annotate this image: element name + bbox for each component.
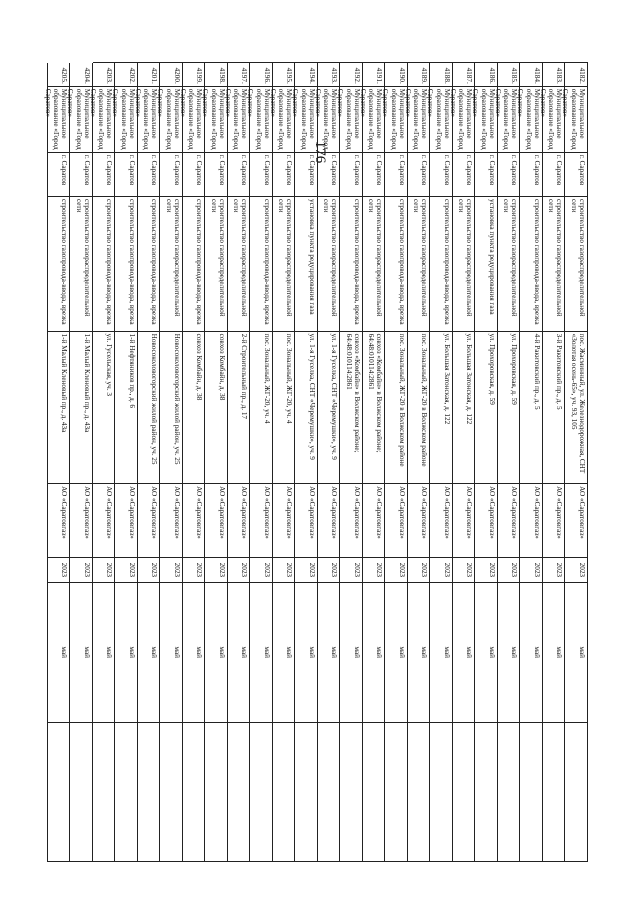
city-cell: г. Саратов bbox=[318, 153, 340, 197]
month-cell: май bbox=[138, 583, 160, 723]
municipality-cell: Муниципальное образование «Город Саратов» bbox=[363, 87, 385, 153]
year-cell: 2023 bbox=[71, 558, 93, 583]
work-type-cell: строительство газопровода-ввода, врезка bbox=[341, 197, 363, 332]
year-cell: 2023 bbox=[138, 558, 160, 583]
address-cell: пос. Зональный, ЖГ-20, уч. 4 bbox=[273, 332, 295, 485]
month-cell: май bbox=[273, 583, 295, 723]
company-cell: АО «Саратовгаз» bbox=[116, 484, 138, 557]
municipality-cell: Муниципальное образование «Город Саратов» bbox=[296, 87, 318, 153]
table-row bbox=[538, 63, 565, 862]
row-number: 4201. bbox=[138, 63, 160, 87]
table-wrapper bbox=[43, 62, 588, 862]
table-row bbox=[246, 63, 273, 862]
address-cell: пос. Зональный, ЖГ-20 в Волжском районе bbox=[408, 332, 430, 485]
month-cell: май bbox=[386, 583, 408, 723]
row-number: 4185. bbox=[498, 63, 520, 87]
month-cell: май bbox=[228, 583, 250, 723]
table-row bbox=[493, 63, 520, 862]
table-row bbox=[201, 63, 228, 862]
row-number: 4198. bbox=[206, 63, 228, 87]
municipality-cell: Муниципальное образование «Город Саратов» bbox=[93, 87, 115, 153]
row-number: 4189. bbox=[408, 63, 430, 87]
address-cell: 1-й Малый Кленовый пр., д. 43а bbox=[71, 332, 93, 485]
company-cell: АО «Саратовгаз» bbox=[521, 484, 543, 557]
table-row bbox=[403, 63, 430, 862]
company-cell: АО «Саратовгаз» bbox=[251, 484, 273, 557]
city-cell: г. Саратов bbox=[93, 153, 115, 197]
empty-cell bbox=[566, 723, 588, 863]
month-cell: май bbox=[498, 583, 520, 723]
year-cell: 2023 bbox=[183, 558, 205, 583]
address-cell: совхоз Комбайн, д. 38 bbox=[183, 332, 205, 485]
month-cell: май bbox=[161, 583, 183, 723]
city-cell: г. Саратов bbox=[431, 153, 453, 197]
table-row bbox=[133, 63, 160, 862]
table-row bbox=[88, 63, 115, 862]
year-cell: 2023 bbox=[93, 558, 115, 583]
address-cell: совхоз «Комбайн» в Волжском районе; 64:48:010114:2861 bbox=[341, 332, 363, 485]
table-row bbox=[313, 63, 340, 862]
table-row bbox=[516, 63, 543, 862]
work-type-cell: установка пункта редуцирования газа bbox=[476, 197, 498, 332]
work-type-cell: строительство газораспределительной сети bbox=[71, 197, 93, 332]
table-row bbox=[358, 63, 385, 862]
company-cell: АО «Саратовгаз» bbox=[48, 484, 70, 557]
work-type-cell: строительство газопровода-ввода, врезка bbox=[93, 197, 115, 332]
municipality-cell: Муниципальное образование «Город Саратов» bbox=[386, 87, 408, 153]
row-number: 4204. bbox=[71, 63, 93, 87]
company-cell: АО «Саратовгаз» bbox=[476, 484, 498, 557]
address-cell: совхоз «Комбайн» в Волжском районе; 64:48:010114:2861 bbox=[363, 332, 385, 485]
empty-cell bbox=[341, 723, 363, 863]
municipality-cell: Муниципальное образование «Город Саратов» bbox=[318, 87, 340, 153]
municipality-cell: Муниципальное образование «Город Саратов» bbox=[453, 87, 475, 153]
work-type-cell: строительство газопровода-ввода, врезка bbox=[48, 197, 70, 332]
company-cell: АО «Саратовгаз» bbox=[341, 484, 363, 557]
municipality-cell: Муниципальное образование «Город Саратов» bbox=[138, 87, 160, 153]
month-cell: май bbox=[363, 583, 385, 723]
city-cell: г. Саратов bbox=[386, 153, 408, 197]
year-cell: 2023 bbox=[296, 558, 318, 583]
empty-cell bbox=[453, 723, 475, 863]
table-row bbox=[111, 63, 138, 862]
work-type-cell: строительство газораспределительной сети bbox=[566, 197, 588, 332]
address-cell: ул. 1-я Гуселка, СНТ «Черемушки», уч. 9 bbox=[318, 332, 340, 485]
year-cell: 2023 bbox=[476, 558, 498, 583]
row-number: 4183. bbox=[543, 63, 565, 87]
row-number: 4184. bbox=[521, 63, 543, 87]
company-cell: АО «Саратовгаз» bbox=[273, 484, 295, 557]
year-cell: 2023 bbox=[116, 558, 138, 583]
work-type-cell: строительство газораспределительной сети bbox=[273, 197, 295, 332]
address-cell: 4-й Ракитовский пр., д. 5 bbox=[521, 332, 543, 485]
city-cell: г. Саратов bbox=[48, 153, 70, 197]
work-type-cell: строительство газопровода-ввода, врезка bbox=[431, 197, 453, 332]
work-type-cell: строительство газопровода-ввода, врезка bbox=[251, 197, 273, 332]
city-cell: г. Саратов bbox=[341, 153, 363, 197]
municipality-cell: Муниципальное образование «Город Саратов» bbox=[498, 87, 520, 153]
address-cell: ул. Прохоровская, д. 59 bbox=[498, 332, 520, 485]
address-cell: ул. Гусельская, уч. 3 bbox=[93, 332, 115, 485]
table-row bbox=[268, 63, 295, 862]
address-cell: ул. 1-я Гуселка, СНТ «Черемушки», уч. 9 bbox=[296, 332, 318, 485]
city-cell: г. Саратов bbox=[206, 153, 228, 197]
row-number: 4202. bbox=[116, 63, 138, 87]
city-cell: г. Саратов bbox=[296, 153, 318, 197]
row-number: 4186. bbox=[476, 63, 498, 87]
empty-cell bbox=[93, 723, 115, 863]
work-type-cell: строительство газораспределительной сети bbox=[363, 197, 385, 332]
table-row bbox=[66, 63, 93, 862]
month-cell: май bbox=[71, 583, 93, 723]
month-cell: май bbox=[318, 583, 340, 723]
work-type-cell: строительство газораспределительной сети bbox=[318, 197, 340, 332]
empty-cell bbox=[521, 723, 543, 863]
year-cell: 2023 bbox=[341, 558, 363, 583]
company-cell: АО «Саратовгаз» bbox=[566, 484, 588, 557]
municipality-cell: Муниципальное образование «Город Саратов» bbox=[183, 87, 205, 153]
month-cell: май bbox=[206, 583, 228, 723]
month-cell: май bbox=[183, 583, 205, 723]
city-cell: г. Саратов bbox=[543, 153, 565, 197]
year-cell: 2023 bbox=[206, 558, 228, 583]
municipality-cell: Муниципальное образование «Город Саратов» bbox=[48, 87, 70, 153]
work-type-cell: строительство газораспределительной сети bbox=[228, 197, 250, 332]
city-cell: г. Саратов bbox=[476, 153, 498, 197]
work-type-cell: строительство газораспределительной сети bbox=[161, 197, 183, 332]
month-cell: май bbox=[48, 583, 70, 723]
month-cell: май bbox=[116, 583, 138, 723]
row-number: 4205. bbox=[48, 63, 70, 87]
address-cell: пос. Зональный, ЖГ-20 в Волжском районе bbox=[386, 332, 408, 485]
municipality-cell: Муниципальное образование «Город Саратов» bbox=[476, 87, 498, 153]
company-cell: АО «Саратовгаз» bbox=[386, 484, 408, 557]
table-row bbox=[336, 63, 363, 862]
empty-cell bbox=[476, 723, 498, 863]
city-cell: г. Саратов bbox=[453, 153, 475, 197]
row-number: 4203. bbox=[93, 63, 115, 87]
year-cell: 2023 bbox=[431, 558, 453, 583]
address-cell: совхоз Комбайн, д. 38 bbox=[206, 332, 228, 485]
city-cell: г. Саратов bbox=[251, 153, 273, 197]
company-cell: АО «Саратовгаз» bbox=[93, 484, 115, 557]
month-cell: май bbox=[341, 583, 363, 723]
year-cell: 2023 bbox=[453, 558, 475, 583]
company-cell: АО «Саратовгаз» bbox=[453, 484, 475, 557]
company-cell: АО «Саратовгаз» bbox=[206, 484, 228, 557]
company-cell: АО «Саратовгаз» bbox=[161, 484, 183, 557]
month-cell: май bbox=[566, 583, 588, 723]
row-number: 4187. bbox=[453, 63, 475, 87]
company-cell: АО «Саратовгаз» bbox=[318, 484, 340, 557]
table-row bbox=[426, 63, 453, 862]
work-type-cell: строительство газораспределительной сети bbox=[206, 197, 228, 332]
year-cell: 2023 bbox=[521, 558, 543, 583]
company-cell: АО «Саратовгаз» bbox=[498, 484, 520, 557]
empty-cell bbox=[431, 723, 453, 863]
company-cell: АО «Саратовгаз» bbox=[183, 484, 205, 557]
city-cell: г. Саратов bbox=[566, 153, 588, 197]
company-cell: АО «Саратовгаз» bbox=[228, 484, 250, 557]
municipality-cell: Муниципальное образование «Город Саратов» bbox=[161, 87, 183, 153]
row-number: 4188. bbox=[431, 63, 453, 87]
empty-cell bbox=[48, 723, 70, 863]
city-cell: г. Саратов bbox=[408, 153, 430, 197]
table-row bbox=[156, 63, 183, 862]
empty-cell bbox=[161, 723, 183, 863]
table-row bbox=[178, 63, 205, 862]
work-type-cell: строительство газопровода-ввода, врезка bbox=[183, 197, 205, 332]
municipality-cell: Муниципальное образование «Город Саратов» bbox=[228, 87, 250, 153]
company-cell: АО «Саратовгаз» bbox=[71, 484, 93, 557]
row-number: 4200. bbox=[161, 63, 183, 87]
row-number: 4199. bbox=[183, 63, 205, 87]
year-cell: 2023 bbox=[161, 558, 183, 583]
empty-cell bbox=[273, 723, 295, 863]
address-cell: пос. Зональный, ЖГ-20, уч. 4 bbox=[251, 332, 273, 485]
address-cell: ул. Большая Затонская, д. 122 bbox=[431, 332, 453, 485]
table-row bbox=[43, 63, 70, 862]
address-cell: 2-й Строительный пр., д. 17 bbox=[228, 332, 250, 485]
municipality-cell: Муниципальное образование «Город Саратов» bbox=[543, 87, 565, 153]
empty-cell bbox=[296, 723, 318, 863]
empty-cell bbox=[71, 723, 93, 863]
company-cell: АО «Саратовгаз» bbox=[543, 484, 565, 557]
row-number: 4197. bbox=[228, 63, 250, 87]
row-number: 4191. bbox=[363, 63, 385, 87]
empty-cell bbox=[543, 723, 565, 863]
municipality-cell: Муниципальное образование «Город Саратов» bbox=[341, 87, 363, 153]
month-cell: май bbox=[521, 583, 543, 723]
empty-cell bbox=[206, 723, 228, 863]
address-cell: 3-й Ракитовский пр., д. 5 bbox=[543, 332, 565, 485]
city-cell: г. Саратов bbox=[363, 153, 385, 197]
year-cell: 2023 bbox=[543, 558, 565, 583]
table-row bbox=[223, 63, 250, 862]
works-table bbox=[43, 62, 588, 862]
work-type-cell: установка пункта редуцирования газа bbox=[296, 197, 318, 332]
company-cell: АО «Саратовгаз» bbox=[408, 484, 430, 557]
empty-cell bbox=[498, 723, 520, 863]
municipality-cell: Муниципальное образование «Город Саратов» bbox=[251, 87, 273, 153]
empty-cell bbox=[251, 723, 273, 863]
municipality-cell: Муниципальное образование «Город Саратов» bbox=[431, 87, 453, 153]
year-cell: 2023 bbox=[363, 558, 385, 583]
city-cell: г. Саратов bbox=[183, 153, 205, 197]
empty-cell bbox=[116, 723, 138, 863]
year-cell: 2023 bbox=[498, 558, 520, 583]
company-cell: АО «Саратовгаз» bbox=[296, 484, 318, 557]
address-cell: Новосоколовогорский жилой район, уч. 25 bbox=[161, 332, 183, 485]
table-row bbox=[381, 63, 408, 862]
empty-cell bbox=[138, 723, 160, 863]
month-cell: май bbox=[431, 583, 453, 723]
company-cell: АО «Саратовгаз» bbox=[138, 484, 160, 557]
municipality-cell: Муниципальное образование «Город Саратов» bbox=[566, 87, 588, 153]
row-number: 4190. bbox=[386, 63, 408, 87]
work-type-cell: строительство газораспределительной сети bbox=[453, 197, 475, 332]
address-cell: Новосоколовогорский жилой район, уч. 25 bbox=[138, 332, 160, 485]
table-row bbox=[561, 63, 588, 862]
year-cell: 2023 bbox=[408, 558, 430, 583]
empty-cell bbox=[386, 723, 408, 863]
empty-cell bbox=[408, 723, 430, 863]
year-cell: 2023 bbox=[48, 558, 70, 583]
address-cell: ул. Прохоровская, д. 59 bbox=[476, 332, 498, 485]
empty-cell bbox=[183, 723, 205, 863]
city-cell: г. Саратов bbox=[228, 153, 250, 197]
table-row bbox=[291, 63, 318, 862]
table-row bbox=[471, 63, 498, 862]
work-type-cell: строительство газопровода-ввода, врезка bbox=[138, 197, 160, 332]
address-cell: пос. Жасминный, ул. Железнодорожная, СНТ «Золотая осень-65», уч. 93, 105 bbox=[566, 332, 588, 485]
municipality-cell: Муниципальное образование «Город Саратов» bbox=[521, 87, 543, 153]
empty-cell bbox=[318, 723, 340, 863]
year-cell: 2023 bbox=[386, 558, 408, 583]
row-number: 4194. bbox=[296, 63, 318, 87]
work-type-cell: строительство газораспределительной сети bbox=[543, 197, 565, 332]
city-cell: г. Саратов bbox=[161, 153, 183, 197]
year-cell: 2023 bbox=[318, 558, 340, 583]
municipality-cell: Муниципальное образование «Город Саратов» bbox=[408, 87, 430, 153]
month-cell: май bbox=[296, 583, 318, 723]
month-cell: май bbox=[93, 583, 115, 723]
month-cell: май bbox=[408, 583, 430, 723]
month-cell: май bbox=[543, 583, 565, 723]
municipality-cell: Муниципальное образование «Город Саратов» bbox=[273, 87, 295, 153]
empty-cell bbox=[363, 723, 385, 863]
work-type-cell: строительство газораспределительной сети bbox=[498, 197, 520, 332]
city-cell: г. Саратов bbox=[273, 153, 295, 197]
company-cell: АО «Саратовгаз» bbox=[363, 484, 385, 557]
row-number: 4192. bbox=[341, 63, 363, 87]
city-cell: г. Саратов bbox=[71, 153, 93, 197]
page-number: 176 bbox=[312, 140, 328, 164]
year-cell: 2023 bbox=[273, 558, 295, 583]
city-cell: г. Саратов bbox=[521, 153, 543, 197]
work-type-cell: строительство газопровода-ввода, врезка bbox=[521, 197, 543, 332]
year-cell: 2023 bbox=[251, 558, 273, 583]
row-number: 4193. bbox=[318, 63, 340, 87]
empty-cell bbox=[228, 723, 250, 863]
municipality-cell: Муниципальное образование «Город Саратов» bbox=[206, 87, 228, 153]
address-cell: 1-й Малый Кленовый пр., д. 43а bbox=[48, 332, 70, 485]
month-cell: май bbox=[453, 583, 475, 723]
year-cell: 2023 bbox=[228, 558, 250, 583]
municipality-cell: Муниципальное образование «Город Саратов» bbox=[71, 87, 93, 153]
work-type-cell: строительство газопровода-ввода, врезка bbox=[116, 197, 138, 332]
city-cell: г. Саратов bbox=[116, 153, 138, 197]
row-number: 4195. bbox=[273, 63, 295, 87]
year-cell: 2023 bbox=[566, 558, 588, 583]
city-cell: г. Саратов bbox=[138, 153, 160, 197]
table-row bbox=[448, 63, 475, 862]
address-cell: ул. Большая Затонская, д. 122 bbox=[453, 332, 475, 485]
work-type-cell: строительство газораспределительной сети bbox=[408, 197, 430, 332]
city-cell: г. Саратов bbox=[498, 153, 520, 197]
month-cell: май bbox=[251, 583, 273, 723]
row-number: 4196. bbox=[251, 63, 273, 87]
work-type-cell: строительство газопровода-ввода, врезка bbox=[386, 197, 408, 332]
address-cell: 1-й Нефтяников пр., д. 6 bbox=[116, 332, 138, 485]
row-number: 4182. bbox=[566, 63, 588, 87]
month-cell: май bbox=[476, 583, 498, 723]
company-cell: АО «Саратовгаз» bbox=[431, 484, 453, 557]
municipality-cell: Муниципальное образование «Город Саратов» bbox=[116, 87, 138, 153]
